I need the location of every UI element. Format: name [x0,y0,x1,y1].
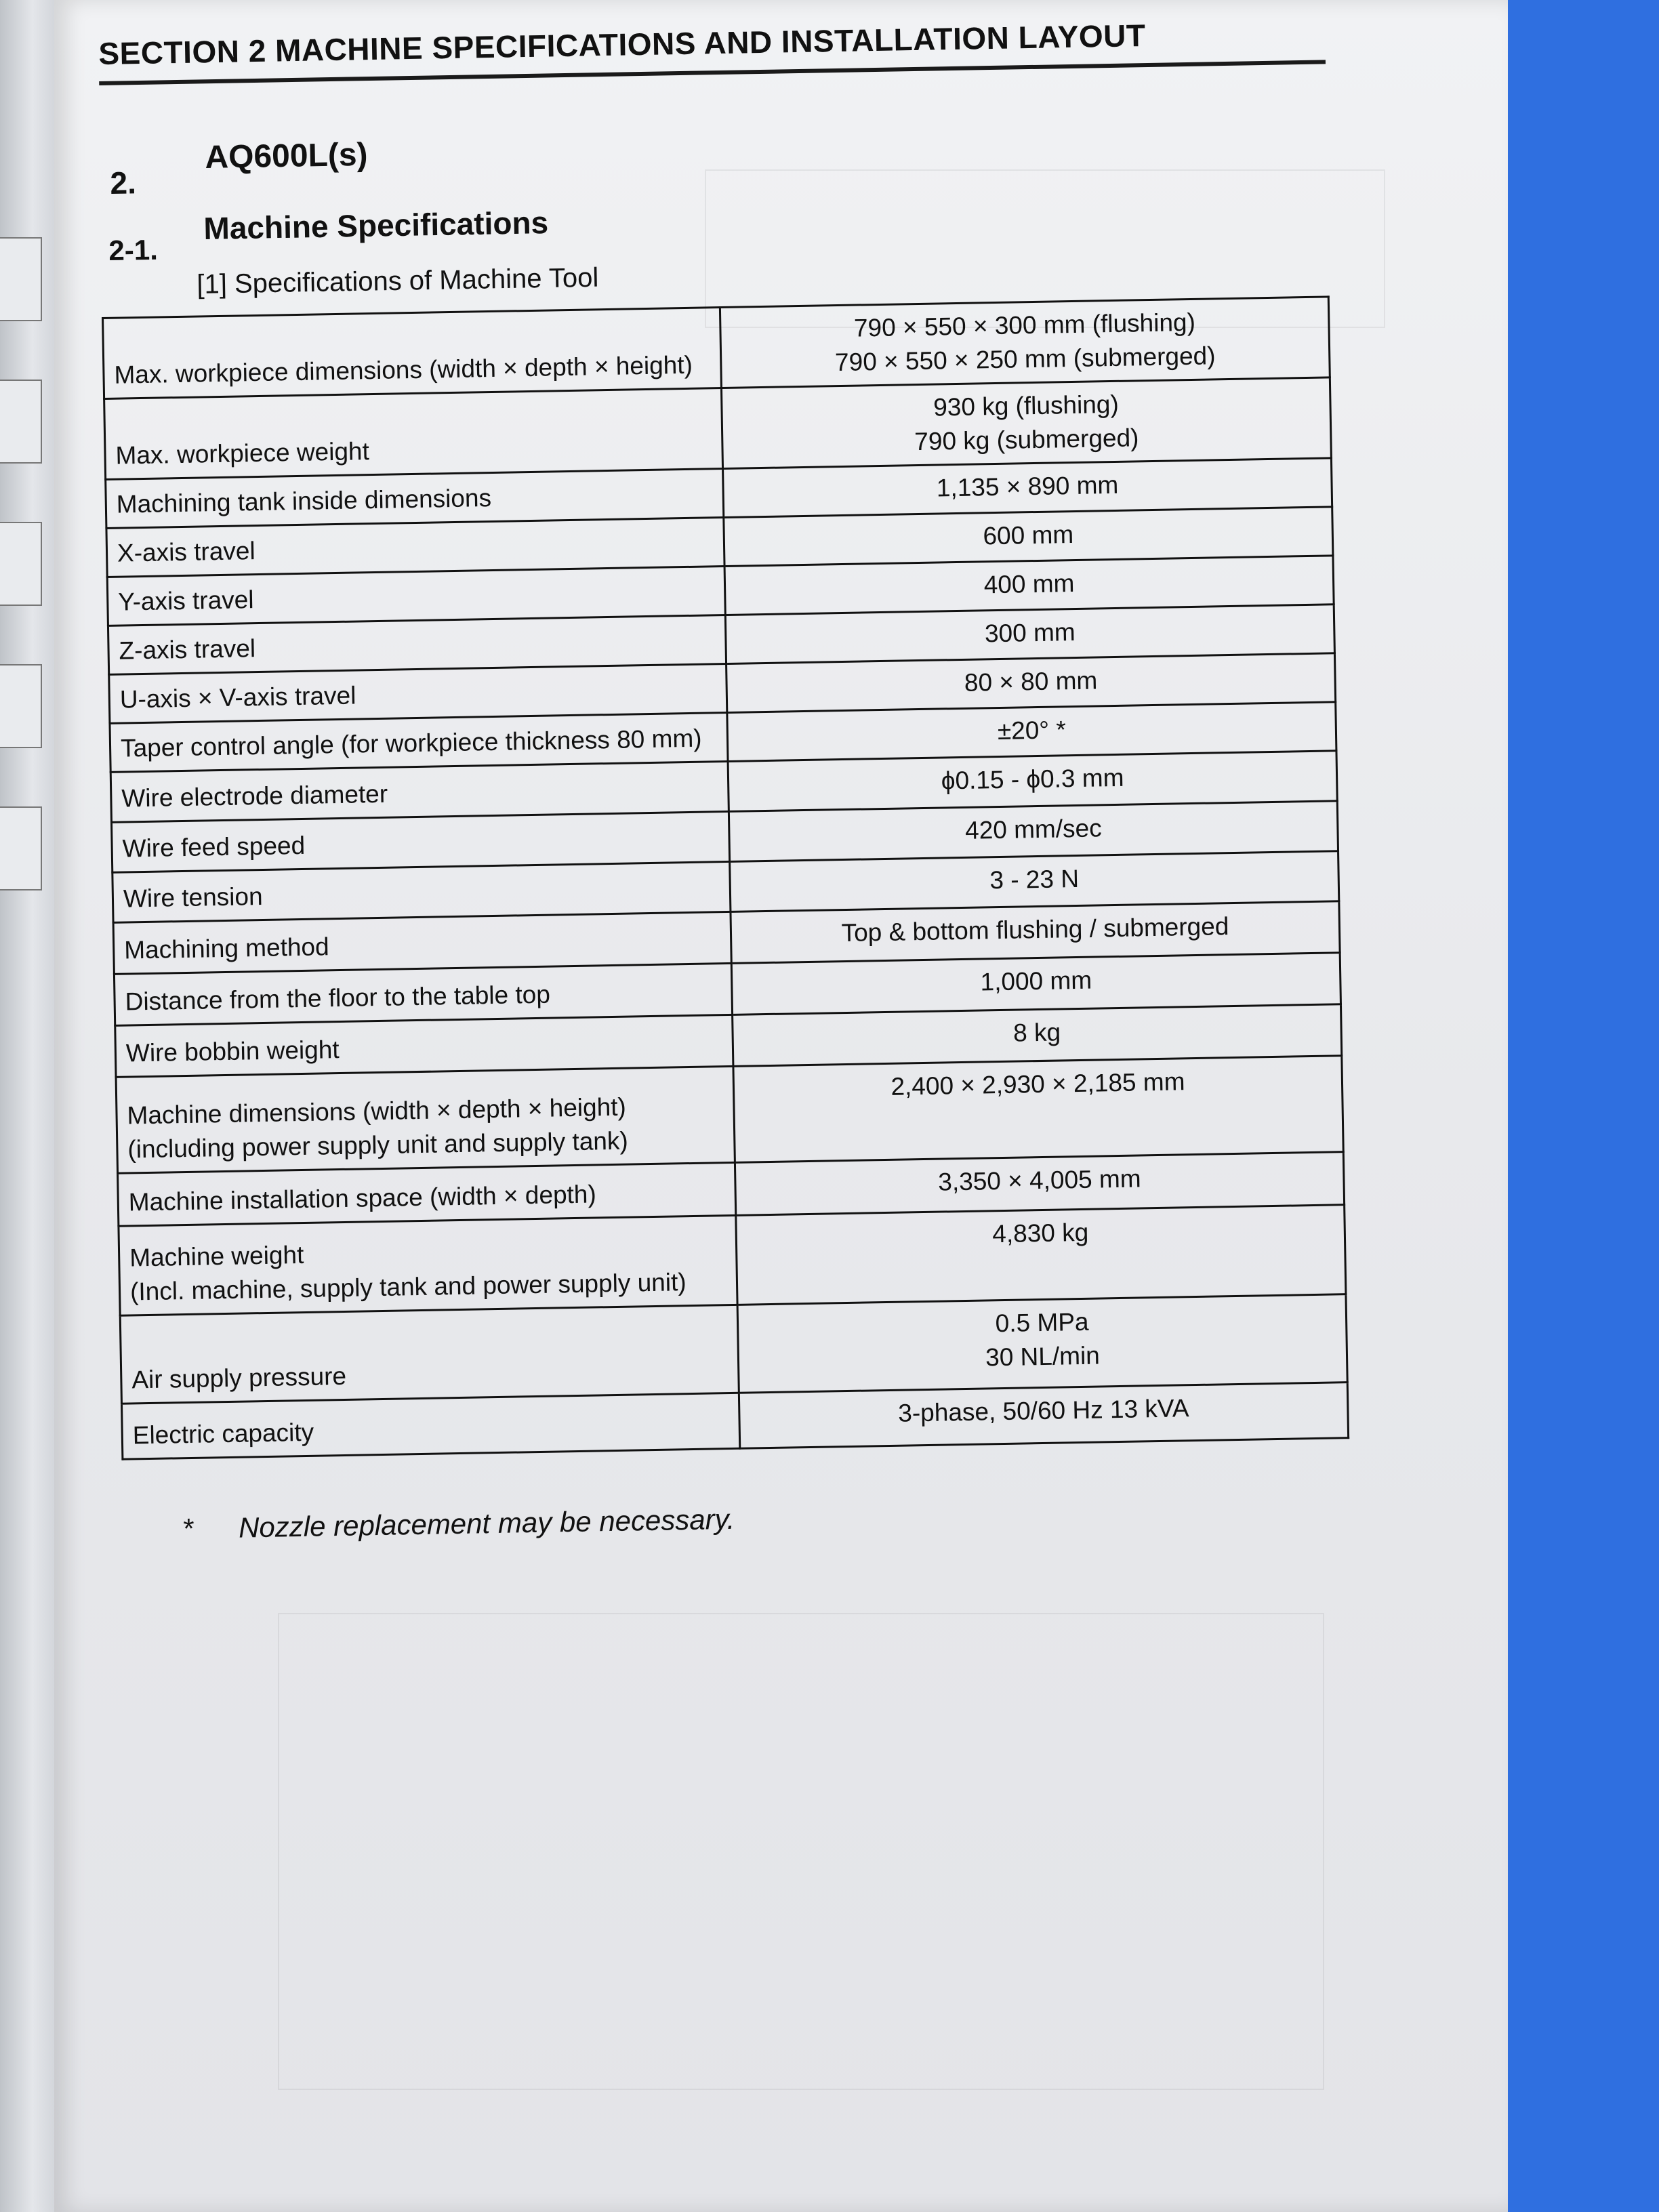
index-tab [0,522,42,606]
spec-label: Taper control angle (for workpiece thickness 80 mm) [110,712,728,772]
footnote-text: Nozzle replacement may be necessary. [238,1502,735,1544]
heading-1 [205,136,368,176]
footnote-mark: * [183,1512,195,1544]
spec-label: Wire electrode diameter [110,761,729,822]
spec-label: Wire feed speed [112,811,730,872]
spec-value: 1,000 mm [731,953,1340,1015]
spec-label: U-axis × V-axis travel [109,663,727,723]
spec-value: 3-phase, 50/60 Hz 13 kVA [739,1382,1348,1448]
spec-label: Electric capacity [121,1393,739,1459]
spec-label: Wire bobbin weight [115,1015,733,1077]
spec-value: 600 mm [724,507,1333,567]
spec-value: 4,830 kg [736,1204,1346,1305]
index-tab [0,664,42,748]
spec-label: Z-axis travel [108,615,726,674]
spec-label: Machine installation space (width × depth) [118,1162,736,1226]
spec-value: 0.5 MPa 30 NL/min [737,1294,1347,1393]
spec-label: Max. workpiece weight [104,388,723,479]
spec-label: X-axis travel [106,517,724,577]
spec-value: Top & bottom flushing / submerged [731,901,1340,964]
heading-1-number: 2. [110,165,137,201]
section-title: SECTION 2 MACHINE SPECIFICATIONS AND INSTALLATION LAYOUT [98,14,1326,85]
bleed-through-drawing [278,1613,1324,2090]
spec-value: 80 × 80 mm [726,653,1336,713]
sub-heading: [1] Specifications of Machine Tool [197,262,599,300]
spec-value: 300 mm [725,605,1334,664]
spec-label: Machine weight (Incl. machine, supply tank and power supply unit) [119,1215,737,1315]
index-tab [0,806,42,890]
spec-label: Machine dimensions (width × depth × height) (including power supply unit and supply tank) [116,1066,735,1173]
spec-label: Machining tank inside dimensions [106,468,724,528]
spec-value: 1,135 × 890 mm [723,458,1332,518]
spec-label: Wire tension [112,861,731,922]
heading-2 [203,204,549,247]
spec-value: 420 mm/sec [729,801,1338,862]
spec-label: Y-axis travel [107,566,725,626]
heading-1-title: AQ600L(s) [205,136,368,176]
spec-value: 930 kg (flushing) 790 kg (submerged) [721,377,1331,469]
spec-label: Air supply pressure [120,1305,739,1404]
spec-value: 3,350 × 4,005 mm [735,1151,1344,1215]
spec-value: 2,400 × 2,930 × 2,185 mm [733,1055,1343,1162]
spec-value: 400 mm [724,556,1334,615]
spec-value: 8 kg [733,1004,1342,1066]
index-tab [0,380,42,464]
adjacent-page-edge [0,0,54,2212]
heading-2-title: Machine Specifications [203,205,549,246]
spec-value: 3 - 23 N [730,851,1339,912]
heading-number [110,164,136,201]
index-tab [0,237,42,321]
spec-label: Distance from the floor to the table top [114,963,732,1025]
heading-2-number: 2-1. [108,233,159,266]
spec-label: Machining method [113,912,731,974]
spec-value: ±20° * [727,702,1336,762]
spec-table [102,295,1349,1460]
spec-value: 790 × 550 × 300 mm (flushing) 790 × 550 × 250 mm (submerged) [720,297,1330,388]
spec-label: Max. workpiece dimensions (width × depth × height) [103,308,722,399]
heading-2-number-wrap [108,234,158,267]
spec-value: ϕ0.15 - ϕ0.3 mm [728,751,1337,812]
